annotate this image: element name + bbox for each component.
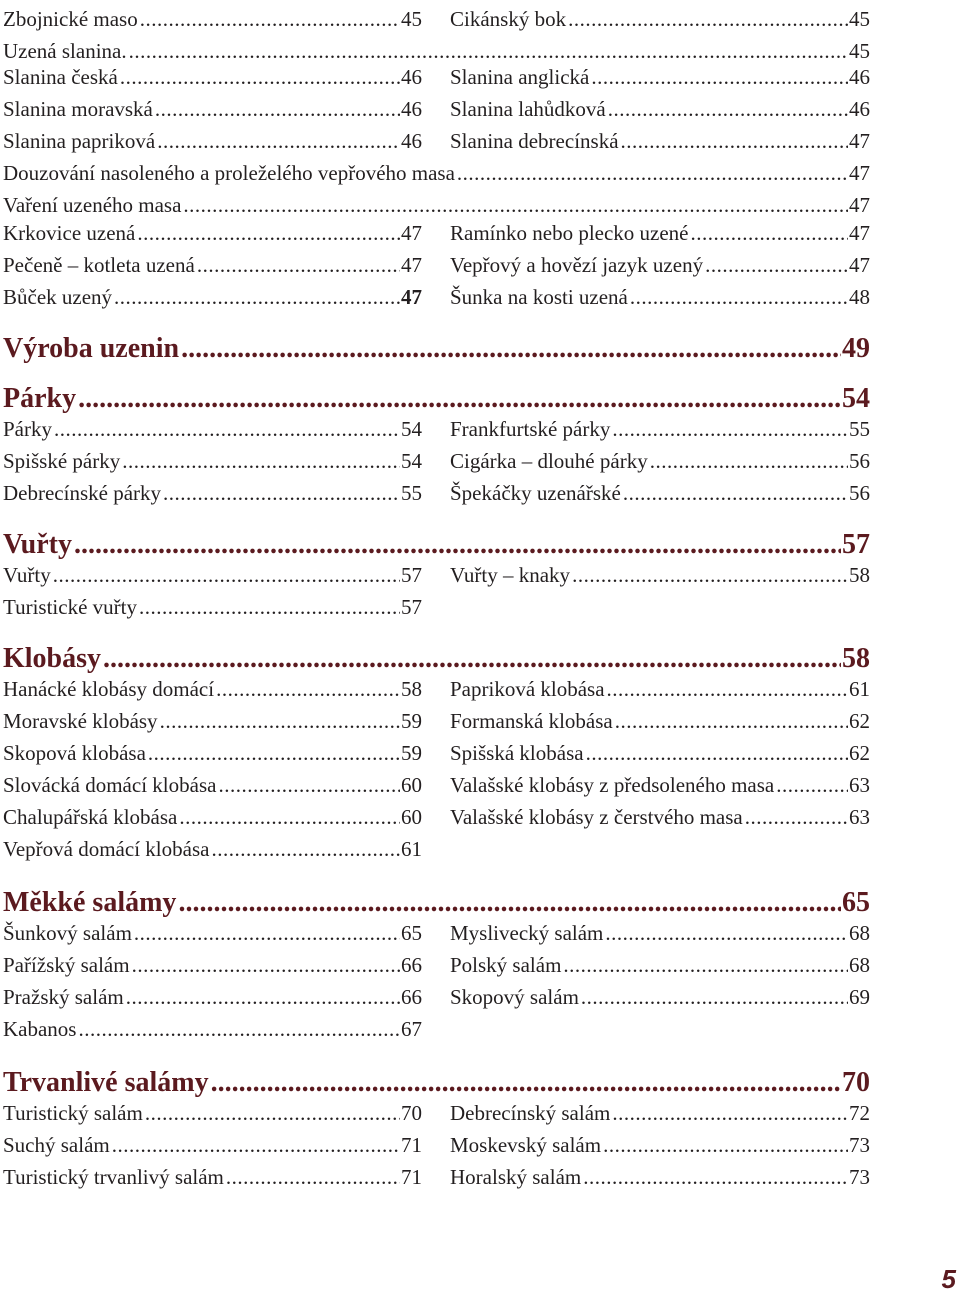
toc-entry-title: Myslivecký salám xyxy=(450,921,604,945)
toc-entry[interactable] xyxy=(3,734,422,766)
toc-entry-title: Debrecínské párky xyxy=(3,481,162,505)
toc-entry[interactable] xyxy=(3,246,422,278)
toc-entry-title: Bůček uzený xyxy=(3,285,113,309)
toc-entry[interactable] xyxy=(450,410,870,442)
toc-entry-page: 45 xyxy=(849,7,870,31)
toc-entry-page: 47 xyxy=(849,129,870,153)
toc-entry-page: 72 xyxy=(849,1101,870,1125)
toc-entry[interactable] xyxy=(450,702,870,734)
section-page: 65 xyxy=(842,887,870,918)
toc-entry[interactable] xyxy=(450,122,870,154)
toc-entry-title: Valašské klobásy z čerstvého masa xyxy=(450,805,743,829)
dot-leader xyxy=(148,740,400,766)
toc-entry-page: 65 xyxy=(401,921,422,945)
section-page: 54 xyxy=(842,383,870,414)
toc-entry[interactable] xyxy=(450,978,870,1010)
dot-leader xyxy=(181,332,841,366)
toc-entry[interactable] xyxy=(3,978,422,1010)
dot-leader xyxy=(612,1100,848,1126)
dot-leader xyxy=(132,952,400,978)
toc-entry[interactable] xyxy=(3,1010,422,1042)
toc-entry[interactable] xyxy=(450,946,870,978)
toc-entry[interactable] xyxy=(450,214,870,246)
toc-entry-title: Slanina lahůdková xyxy=(450,97,606,121)
dot-leader xyxy=(137,220,400,246)
toc-entry-title: Cigárka – dlouhé párky xyxy=(450,449,648,473)
toc-entry[interactable] xyxy=(3,830,422,862)
toc-entry-title: Suchý salám xyxy=(3,1133,110,1157)
toc-entry[interactable] xyxy=(3,90,422,122)
toc-entry[interactable] xyxy=(450,1126,870,1158)
section-title: Trvanlivé salámy xyxy=(3,1067,209,1098)
section-title: Vuřty xyxy=(3,529,72,560)
toc-entry[interactable] xyxy=(450,278,870,310)
toc-entry-page: 47 xyxy=(401,221,422,245)
toc-entry[interactable] xyxy=(3,556,422,588)
toc-entry-title: Turistický trvanlivý salám xyxy=(3,1165,224,1189)
toc-entry[interactable] xyxy=(450,914,870,946)
dot-leader xyxy=(563,952,848,978)
toc-entry[interactable] xyxy=(3,122,422,154)
toc-entry[interactable] xyxy=(3,0,422,32)
toc-entry-title: Pečeně – kotleta uzená xyxy=(3,253,195,277)
toc-entry[interactable] xyxy=(450,734,870,766)
toc-entry[interactable] xyxy=(450,798,870,830)
toc-entry[interactable] xyxy=(3,946,422,978)
toc-entry-page: 59 xyxy=(401,741,422,765)
dot-leader xyxy=(572,562,848,588)
dot-leader xyxy=(197,252,400,278)
dot-leader xyxy=(608,96,848,122)
dot-leader xyxy=(607,676,848,702)
toc-entry-page: 62 xyxy=(849,709,870,733)
toc-entry-page: 63 xyxy=(849,805,870,829)
toc-entry-title: Uzená slanina. xyxy=(3,39,127,63)
toc-entry-page: 54 xyxy=(401,417,422,441)
dot-leader xyxy=(691,220,848,246)
dot-leader xyxy=(630,284,848,310)
dot-leader xyxy=(120,64,400,90)
toc-entry-page: 58 xyxy=(401,677,422,701)
section-title: Výroba uzenin xyxy=(3,333,180,364)
dot-leader xyxy=(226,1164,400,1190)
section-title: Měkké salámy xyxy=(3,887,177,918)
dot-leader xyxy=(211,836,400,862)
dot-leader xyxy=(612,416,848,442)
toc-entry-page: 70 xyxy=(401,1101,422,1125)
toc-entry-page: 48 xyxy=(849,285,870,309)
dot-leader xyxy=(157,128,400,154)
toc-entry[interactable] xyxy=(450,90,870,122)
toc-entry-title: Hanácké klobásy domácí xyxy=(3,677,215,701)
dot-leader xyxy=(145,1100,400,1126)
toc-entry[interactable] xyxy=(450,246,870,278)
toc-entry[interactable] xyxy=(3,154,870,186)
section-page: 70 xyxy=(842,1067,870,1098)
dot-leader xyxy=(457,160,848,186)
dot-leader xyxy=(776,772,848,798)
toc-entry-title: Vuřty – knaky xyxy=(450,563,571,587)
toc-entry-page: 57 xyxy=(401,595,422,619)
toc-entry-page: 57 xyxy=(401,563,422,587)
dot-leader xyxy=(163,480,400,506)
toc-entry-title: Debrecínský salám xyxy=(450,1101,611,1125)
dot-leader xyxy=(623,480,848,506)
toc-entry-title: Slanina moravská xyxy=(3,97,153,121)
toc-entry[interactable] xyxy=(3,798,422,830)
section-page: 57 xyxy=(842,529,870,560)
toc-entry-page: 47 xyxy=(849,253,870,277)
toc-entry-page: 46 xyxy=(849,65,870,89)
dot-leader xyxy=(603,1132,848,1158)
toc-entry[interactable] xyxy=(3,1126,422,1158)
toc-entry[interactable] xyxy=(3,410,422,442)
toc-entry-page: 71 xyxy=(401,1133,422,1157)
toc-entry-page: 56 xyxy=(849,449,870,473)
toc-entry-page: 61 xyxy=(401,837,422,861)
dot-leader xyxy=(621,128,848,154)
toc-entry[interactable] xyxy=(450,766,870,798)
toc-entry-page: 46 xyxy=(401,97,422,121)
toc-entry[interactable] xyxy=(3,914,422,946)
dot-leader xyxy=(112,1132,400,1158)
section-page: 49 xyxy=(842,333,870,364)
toc-entry-page: 60 xyxy=(401,805,422,829)
section-heading[interactable] xyxy=(3,326,870,366)
toc-entry-title: Pařížský salám xyxy=(3,953,130,977)
toc-entry[interactable] xyxy=(3,442,422,474)
toc-entry[interactable] xyxy=(450,0,870,32)
dot-leader xyxy=(586,740,848,766)
toc-entry[interactable] xyxy=(3,1158,422,1190)
dot-leader xyxy=(591,64,848,90)
dot-leader xyxy=(134,920,400,946)
toc-entry-page: 73 xyxy=(849,1133,870,1157)
toc-entry-page: 59 xyxy=(401,709,422,733)
toc-entry-page: 46 xyxy=(401,129,422,153)
toc-entry-title: Polský salám xyxy=(450,953,562,977)
toc-entry-title: Cikánský bok xyxy=(450,7,567,31)
toc-entry-page: 55 xyxy=(849,417,870,441)
toc-entry-page: 54 xyxy=(401,449,422,473)
toc-entry-title: Douzování nasoleného a proleželého vepřového masa xyxy=(3,161,455,185)
toc-entry[interactable] xyxy=(3,766,422,798)
toc-entry-title: Vaření uzeného masa xyxy=(3,193,182,217)
dot-leader xyxy=(53,562,400,588)
toc-entry-page: 62 xyxy=(849,741,870,765)
toc-entry-title: Papriková klobása xyxy=(450,677,605,701)
dot-leader xyxy=(583,1164,848,1190)
toc-entry-page: 46 xyxy=(401,65,422,89)
toc-entry-page: 56 xyxy=(849,481,870,505)
section-title: Párky xyxy=(3,383,77,414)
toc-entry[interactable] xyxy=(3,214,422,246)
toc-entry[interactable] xyxy=(450,1158,870,1190)
section-title: Klobásy xyxy=(3,643,102,674)
dot-leader xyxy=(126,984,400,1010)
toc-entry-title: Ramínko nebo plecko uzené xyxy=(450,221,689,245)
toc-entry-page: 55 xyxy=(401,481,422,505)
toc-entry-page: 47 xyxy=(849,221,870,245)
toc-entry-title: Krkovice uzená xyxy=(3,221,136,245)
toc-entry-title: Moskevský salám xyxy=(450,1133,602,1157)
toc-entry-title: Spišské párky xyxy=(3,449,121,473)
toc-entry-page: 67 xyxy=(401,1017,422,1041)
toc-entry-title: Vuřty xyxy=(3,563,51,587)
toc-entry-title: Spišská klobása xyxy=(450,741,584,765)
dot-leader xyxy=(139,594,400,620)
toc-entry-title: Chalupářská klobása xyxy=(3,805,178,829)
dot-leader xyxy=(114,284,400,310)
toc-entry-page: 69 xyxy=(849,985,870,1009)
toc-entry[interactable] xyxy=(450,474,870,506)
toc-entry[interactable] xyxy=(3,474,422,506)
toc-entry-page: 61 xyxy=(849,677,870,701)
toc-entry-title: Zbojnické maso xyxy=(3,7,138,31)
toc-entry-title: Vepřová domácí klobása xyxy=(3,837,210,861)
page-number: 5 xyxy=(941,1264,956,1294)
dot-leader xyxy=(155,96,400,122)
toc-entry-page: 71 xyxy=(401,1165,422,1189)
toc-entry-title: Skopová klobása xyxy=(3,741,146,765)
toc-entry-page: 47 xyxy=(401,285,422,309)
dot-leader xyxy=(605,920,848,946)
toc-entry-page: 68 xyxy=(849,921,870,945)
toc-entry-title: Slovácká domácí klobása xyxy=(3,773,217,797)
toc-entry[interactable] xyxy=(3,58,422,90)
section-page: 58 xyxy=(842,643,870,674)
toc-entry[interactable] xyxy=(450,58,870,90)
toc-entry[interactable] xyxy=(3,1094,422,1126)
dot-leader xyxy=(650,448,848,474)
toc-entry-page: 60 xyxy=(401,773,422,797)
toc-entry-title: Párky xyxy=(3,417,52,441)
toc-entry-page: 58 xyxy=(849,563,870,587)
dot-leader xyxy=(581,984,848,1010)
dot-leader xyxy=(54,416,400,442)
toc-entry-page: 45 xyxy=(849,39,870,63)
toc-entry-title: Slanina debrecínská xyxy=(450,129,619,153)
toc-entry[interactable] xyxy=(3,670,422,702)
toc-entry-title: Špekáčky uzenářské xyxy=(450,481,621,505)
toc-entry[interactable] xyxy=(450,442,870,474)
toc-entry-title: Slanina česká xyxy=(3,65,118,89)
toc-entry-title: Turistické vuřty xyxy=(3,595,137,619)
toc-entry[interactable] xyxy=(3,702,422,734)
toc-entry-title: Vepřový a hovězí jazyk uzený xyxy=(450,253,704,277)
toc-entry-title: Frankfurtské párky xyxy=(450,417,611,441)
toc-entry-title: Formanská klobása xyxy=(450,709,613,733)
toc-entry-title: Skopový salám xyxy=(450,985,579,1009)
toc-entry-page: 73 xyxy=(849,1165,870,1189)
dot-leader xyxy=(745,804,848,830)
toc-entry[interactable] xyxy=(3,278,422,310)
toc-entry-title: Kabanos xyxy=(3,1017,77,1041)
toc-entry-page: 66 xyxy=(401,985,422,1009)
dot-leader xyxy=(615,708,848,734)
toc-entry-page: 63 xyxy=(849,773,870,797)
dot-leader xyxy=(705,252,848,278)
toc-entry-page: 47 xyxy=(849,193,870,217)
toc-entry-page: 47 xyxy=(849,161,870,185)
dot-leader xyxy=(160,708,400,734)
dot-leader xyxy=(78,1016,400,1042)
toc-entry-title: Valašské klobásy z předsoleného masa xyxy=(450,773,775,797)
toc-entry-title: Turistický salám xyxy=(3,1101,143,1125)
toc-entry[interactable] xyxy=(450,1094,870,1126)
toc-entry-page: 47 xyxy=(401,253,422,277)
toc-entry-page: 68 xyxy=(849,953,870,977)
toc-entry[interactable] xyxy=(450,556,870,588)
dot-leader xyxy=(568,6,848,32)
dot-leader xyxy=(122,448,400,474)
toc-entry-title: Šunkový salám xyxy=(3,921,132,945)
toc-entry-page: 46 xyxy=(849,97,870,121)
dot-leader xyxy=(179,804,400,830)
toc-entry-title: Slanina anglická xyxy=(450,65,590,89)
dot-leader xyxy=(216,676,400,702)
dot-leader xyxy=(140,6,400,32)
toc-entry-title: Šunka na kosti uzená xyxy=(450,285,628,309)
dot-leader xyxy=(218,772,400,798)
toc-entry-title: Slanina papriková xyxy=(3,129,156,153)
toc-entry-title: Pražský salám xyxy=(3,985,124,1009)
toc-entry[interactable] xyxy=(450,670,870,702)
toc-entry-title: Moravské klobásy xyxy=(3,709,158,733)
toc-entry-title: Horalský salám xyxy=(450,1165,582,1189)
toc-entry-page: 66 xyxy=(401,953,422,977)
toc-entry[interactable] xyxy=(3,588,422,620)
toc-entry-page: 45 xyxy=(401,7,422,31)
